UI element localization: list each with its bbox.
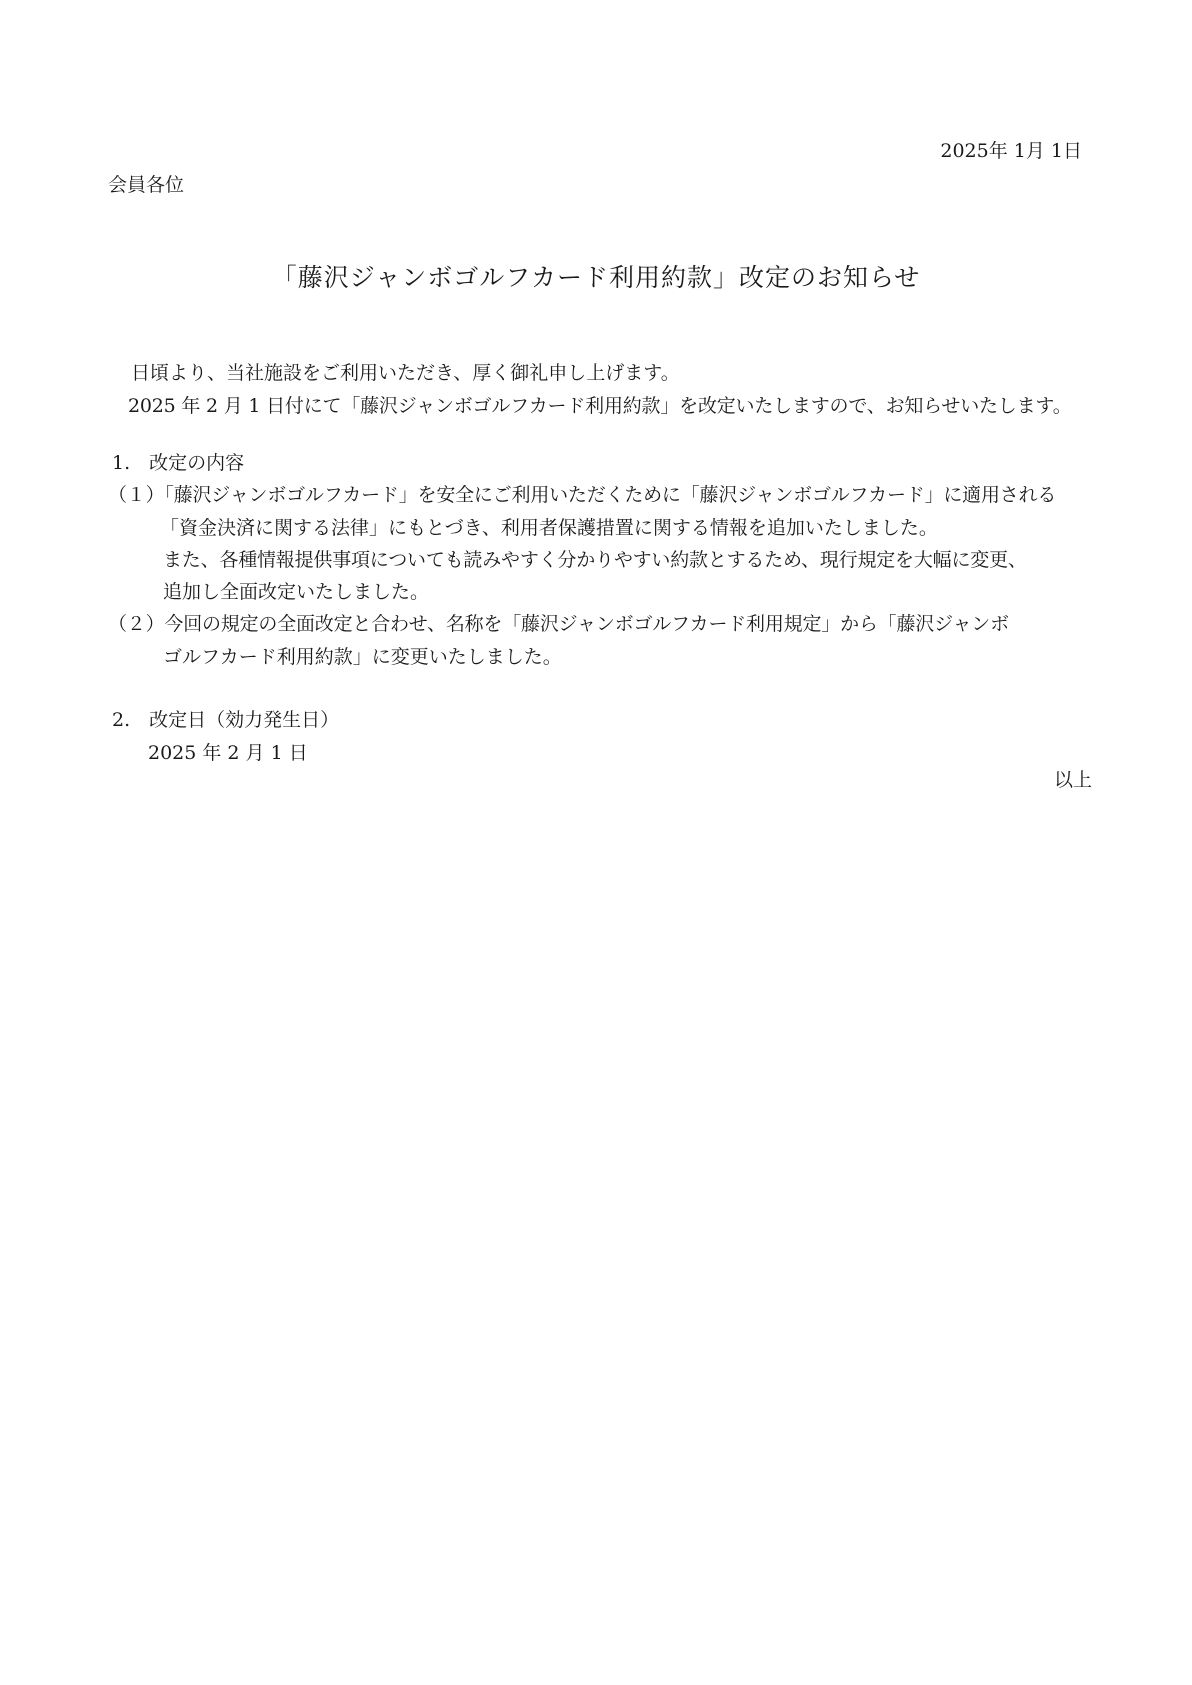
section1-item1-line-3: また、各種情報提供事項についても読みやすく分かりやすい約款とするため、現行規定を大幅に変更、 xyxy=(163,549,1027,571)
document-title: 「藤沢ジャンボゴルフカード利用約款」改定のお知らせ xyxy=(271,263,921,292)
section1-item1-line-4: 追加し全面改定いたしました。 xyxy=(163,581,430,603)
section1-item1-line-1: （１）「藤沢ジャンボゴルフカード」を安全にご利用いただくために「藤沢ジャンボゴルフカード」に適用される xyxy=(108,484,1057,506)
intro-line-1: 日頃より、当社施設をご利用いただき、厚く御礼申し上げます。 xyxy=(131,362,680,384)
intro-line-2: 2025 年 2 月 1 日付にて「藤沢ジャンボゴルフカード利用約款」を改定いたしますので、お知らせいたします。 xyxy=(128,395,1072,417)
section1-heading: 1. 改定の内容 xyxy=(112,452,245,474)
closing-mark: 以上 xyxy=(1053,769,1092,791)
document-date: 2025年 1月 1日 xyxy=(940,140,1082,162)
section2-heading: 2. 改定日（効力発生日） xyxy=(112,709,340,731)
section1-item2-line-1: （２）今回の規定の全面改定と合わせ、名称を「藤沢ジャンボゴルフカード利用規定」から「藤沢ジャンボ xyxy=(108,613,1009,635)
section2-effective-date: 2025 年 2 月 1 日 xyxy=(148,742,308,764)
section1-item1-line-2: 「資金決済に関する法律」にもとづき、利用者保護措置に関する情報を追加いたしました。 xyxy=(160,517,938,539)
addressee: 会員各位 xyxy=(108,174,185,196)
section1-item2-line-2: ゴルフカード利用約款」に変更いたしました。 xyxy=(163,646,562,668)
